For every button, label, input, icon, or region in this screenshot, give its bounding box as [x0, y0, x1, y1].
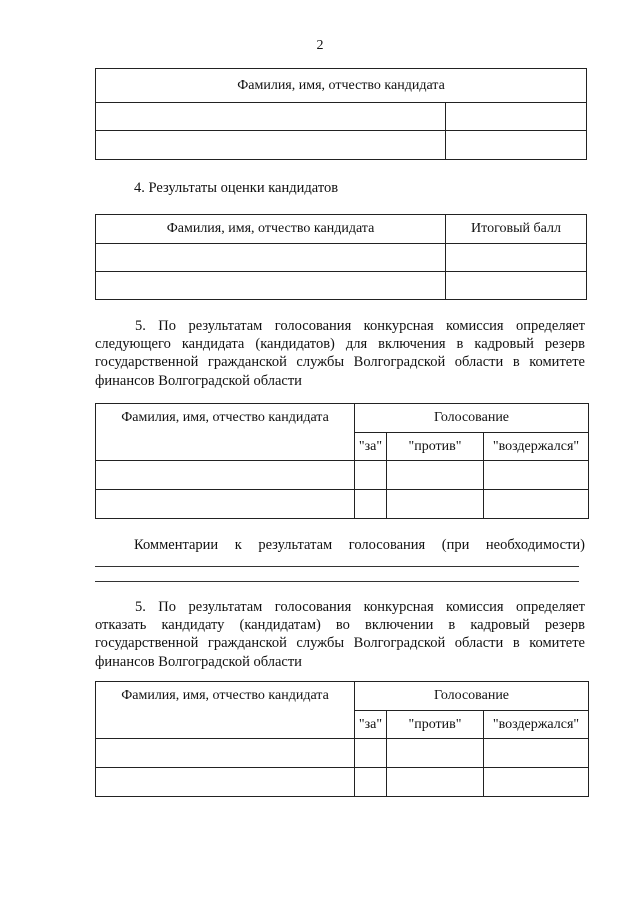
table-cell[interactable] [96, 103, 446, 131]
table-cell[interactable] [96, 490, 355, 519]
table-cell[interactable] [355, 490, 387, 519]
table-cell[interactable] [355, 461, 387, 490]
table-cell[interactable] [484, 739, 589, 768]
table-cell[interactable] [355, 739, 387, 768]
candidates-table [95, 68, 587, 160]
table-cell[interactable] [96, 461, 355, 490]
table-row [96, 131, 587, 160]
vote-abstain-header: "воздержался" [484, 433, 589, 461]
vote-against-header: "против" [387, 433, 484, 461]
table-header-name: Фамилия, имя, отчество кандидата [96, 69, 587, 103]
table-row [96, 244, 587, 272]
table-cell[interactable] [446, 131, 587, 160]
table-row [96, 768, 589, 797]
voting-table-reject [95, 681, 589, 797]
table-row [96, 490, 589, 519]
table-cell[interactable] [96, 244, 446, 272]
table-cell[interactable] [484, 490, 589, 519]
table-cell[interactable] [96, 768, 355, 797]
table-cell[interactable] [484, 461, 589, 490]
table-header-name: Фамилия, имя, отчество кандидата [96, 404, 355, 461]
table-row [96, 103, 587, 131]
comment-label: Комментарии к результатам голосования (при необходимости) [134, 537, 585, 553]
voting-table-include [95, 403, 589, 519]
vote-against-header: "против" [387, 711, 484, 739]
table-header-name: Фамилия, имя, отчество кандидата [96, 682, 355, 739]
table-row [96, 272, 587, 300]
table-header-name: Фамилия, имя, отчество кандидата [96, 215, 446, 244]
table-row [96, 739, 589, 768]
table-header-voting: Голосование [355, 404, 589, 433]
evaluation-table [95, 214, 587, 300]
section-paragraph: 5. По результатам голосования конкурсная комиссия определяет следующего кандидата (кандидатов) для включения в кадровый резерв государственной гражданской службы Волгоградской области в комитете финансов Волгоградской области [95, 318, 585, 389]
table-cell[interactable] [387, 490, 484, 519]
section-heading: 4. Результаты оценки кандидатов [134, 180, 339, 196]
table-cell[interactable] [387, 768, 484, 797]
comment-line[interactable] [95, 566, 579, 567]
table-cell[interactable] [387, 461, 484, 490]
table-cell[interactable] [446, 272, 587, 300]
vote-for-header: "за" [355, 711, 387, 739]
table-cell[interactable] [387, 739, 484, 768]
table-cell[interactable] [446, 103, 587, 131]
vote-abstain-header: "воздержался" [484, 711, 589, 739]
table-cell[interactable] [96, 272, 446, 300]
table-header-voting: Голосование [355, 682, 589, 711]
table-cell[interactable] [355, 768, 387, 797]
table-cell[interactable] [96, 131, 446, 160]
table-cell[interactable] [96, 739, 355, 768]
page-number: 2 [316, 38, 324, 53]
comment-line[interactable] [95, 581, 579, 582]
section-paragraph: 5. По результатам голосования конкурсная комиссия определяет отказать кандидату (кандидатам) во включении в кадровый резерв государственной гражданской службы Волгоградской области в комитете финансов Волгоградской области [95, 599, 585, 670]
table-cell[interactable] [446, 244, 587, 272]
table-header-score: Итоговый балл [446, 215, 587, 244]
table-cell[interactable] [484, 768, 589, 797]
vote-for-header: "за" [355, 433, 387, 461]
table-row [96, 461, 589, 490]
